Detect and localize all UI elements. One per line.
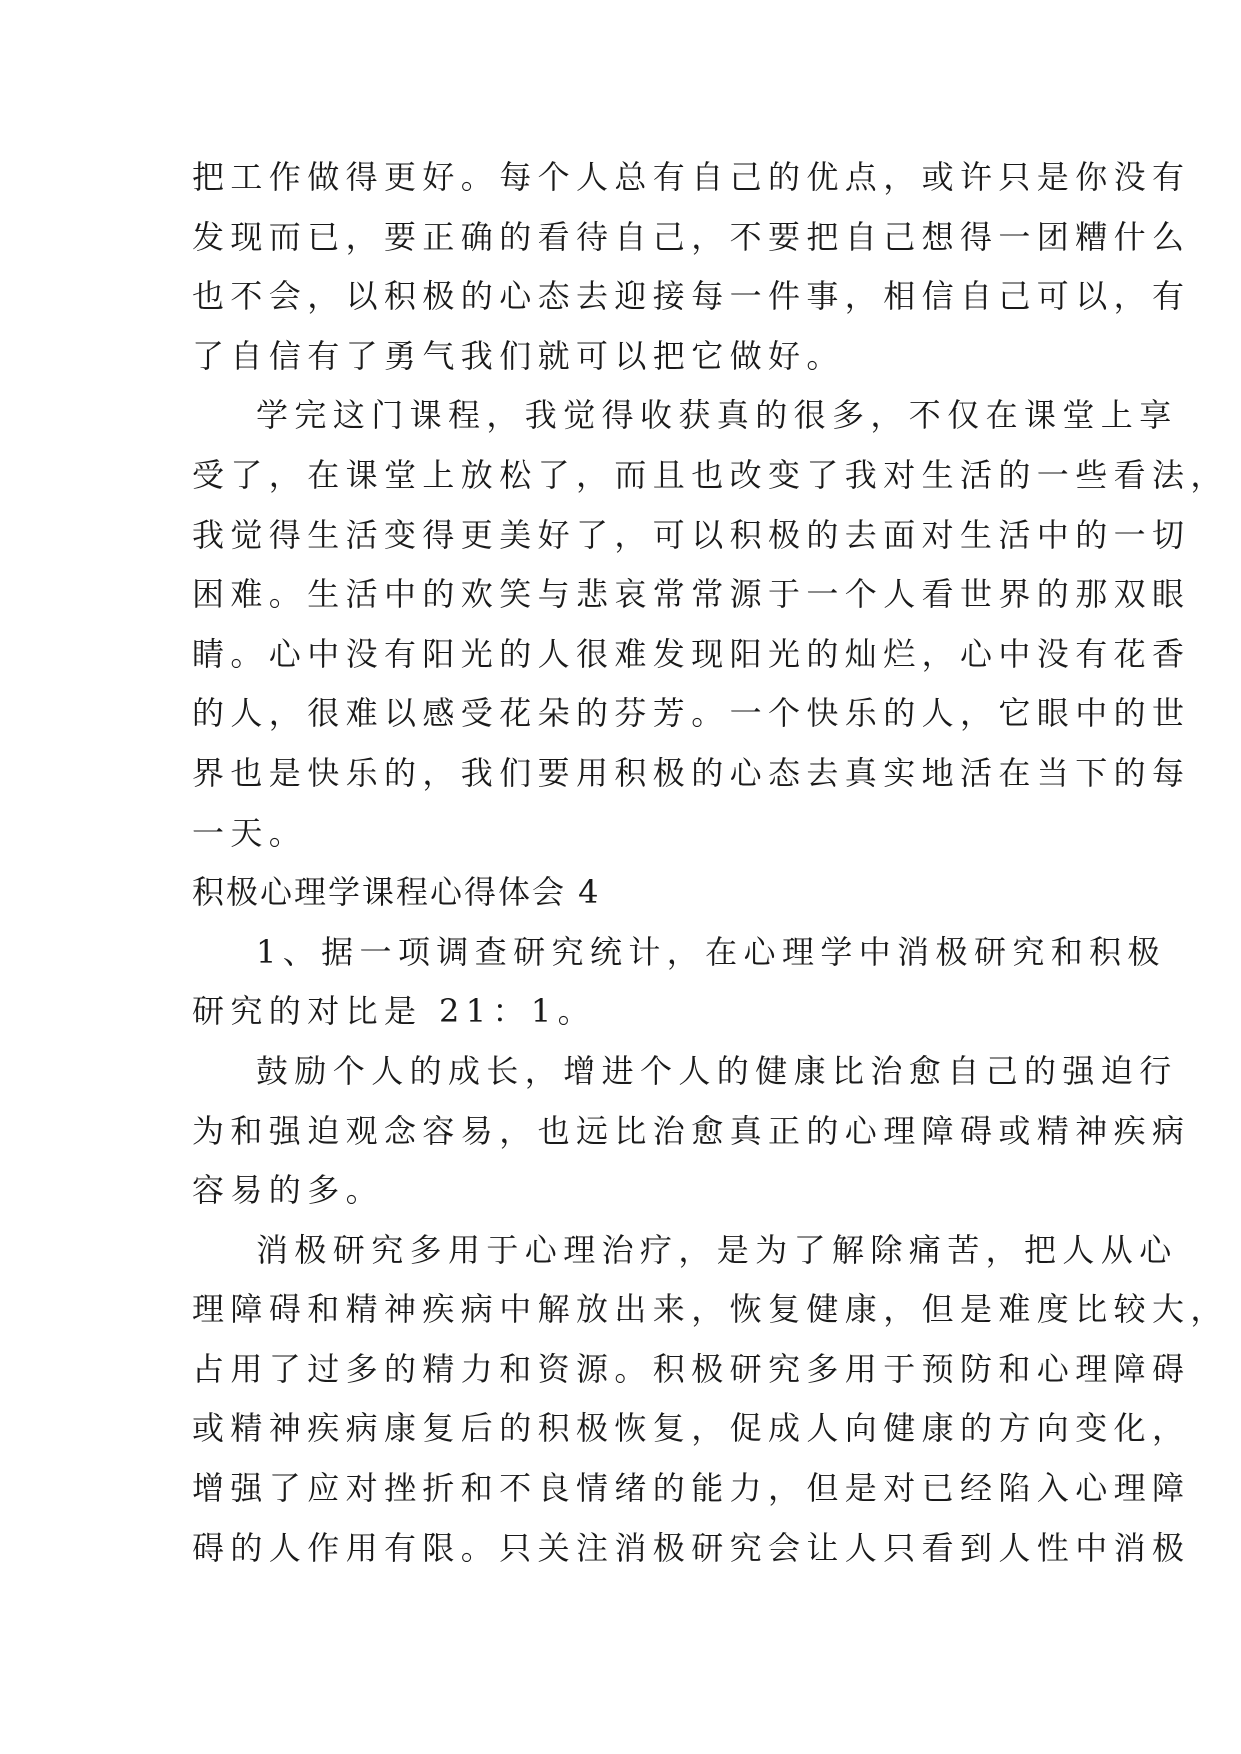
paragraph-continued [192,148,1191,386]
text-line: 或精神疾病康复后的积极恢复，促成人向健康的方向变化， [192,1409,1191,1448]
paragraph-growth [192,1042,1191,1221]
text-line: 消极研究多用于心理治疗，是为了解除痛苦，把人从心 [256,1230,1178,1269]
text-line: 增强了应对挫折和不良情绪的能力，但是对已经陷入心理障 [192,1469,1191,1508]
text-line: 碍的人作用有限。只关注消极研究会让人只看到人性中消极 [192,1528,1191,1567]
paragraph-survey [192,923,1166,1042]
text-line: 把工作做得更好。每个人总有自己的优点，或许只是你没有 [192,158,1191,196]
text-line: 研究的对比是 21：1。 [192,992,597,1031]
text-line: 我觉得生活变得更美好了，可以积极的去面对生活中的一切 [192,515,1191,554]
text-line: 为和强迫观念容易，也远比治愈真正的心理障碍或精神疾病 [192,1111,1191,1150]
text-line: 学完这门课程，我觉得收获真的很多，不仅在课堂上享 [256,396,1178,435]
text-line: 受了，在课堂上放松了，而且也改变了我对生活的一些看法， [192,455,1229,494]
text-line: 鼓励个人的成长，增进个人的健康比治愈自己的强迫行 [256,1051,1178,1090]
text-line: 1、据一项调查研究统计，在心理学中消极研究和积极 [256,932,1166,971]
text-line: 理障碍和精神疾病中解放出来，恢复健康，但是难度比较大， [192,1290,1229,1329]
text-line: 困难。生活中的欢笑与悲哀常常源于一个人看世界的那双眼 [192,575,1191,614]
text-line: 一天。 [192,813,308,852]
text-line: 占用了过多的精力和资源。积极研究多用于预防和心理障碍 [192,1349,1191,1388]
paragraph-course-gains [192,386,1229,863]
text-line: 也不会，以积极的心态去迎接每一件事，相信自己可以，有 [192,277,1191,316]
paragraph-negative-research [192,1221,1229,1579]
text-line: 发现而已，要正确的看待自己，不要把自己想得一团糟什么 [192,217,1191,256]
text-line: 容易的多。 [192,1171,385,1210]
text-line: 睛。心中没有阳光的人很难发现阳光的灿烂，心中没有花香 [192,634,1191,673]
text-line: 了自信有了勇气我们就可以把它做好。 [192,336,845,375]
text-line: 界也是快乐的，我们要用积极的心态去真实地活在当下的每 [192,753,1191,792]
section-heading: 积极心理学课程心得体会 4 [192,873,601,912]
document-page [192,148,1229,1578]
text-line: 的人，很难以感受花朵的芬芳。一个快乐的人，它眼中的世 [192,694,1191,733]
